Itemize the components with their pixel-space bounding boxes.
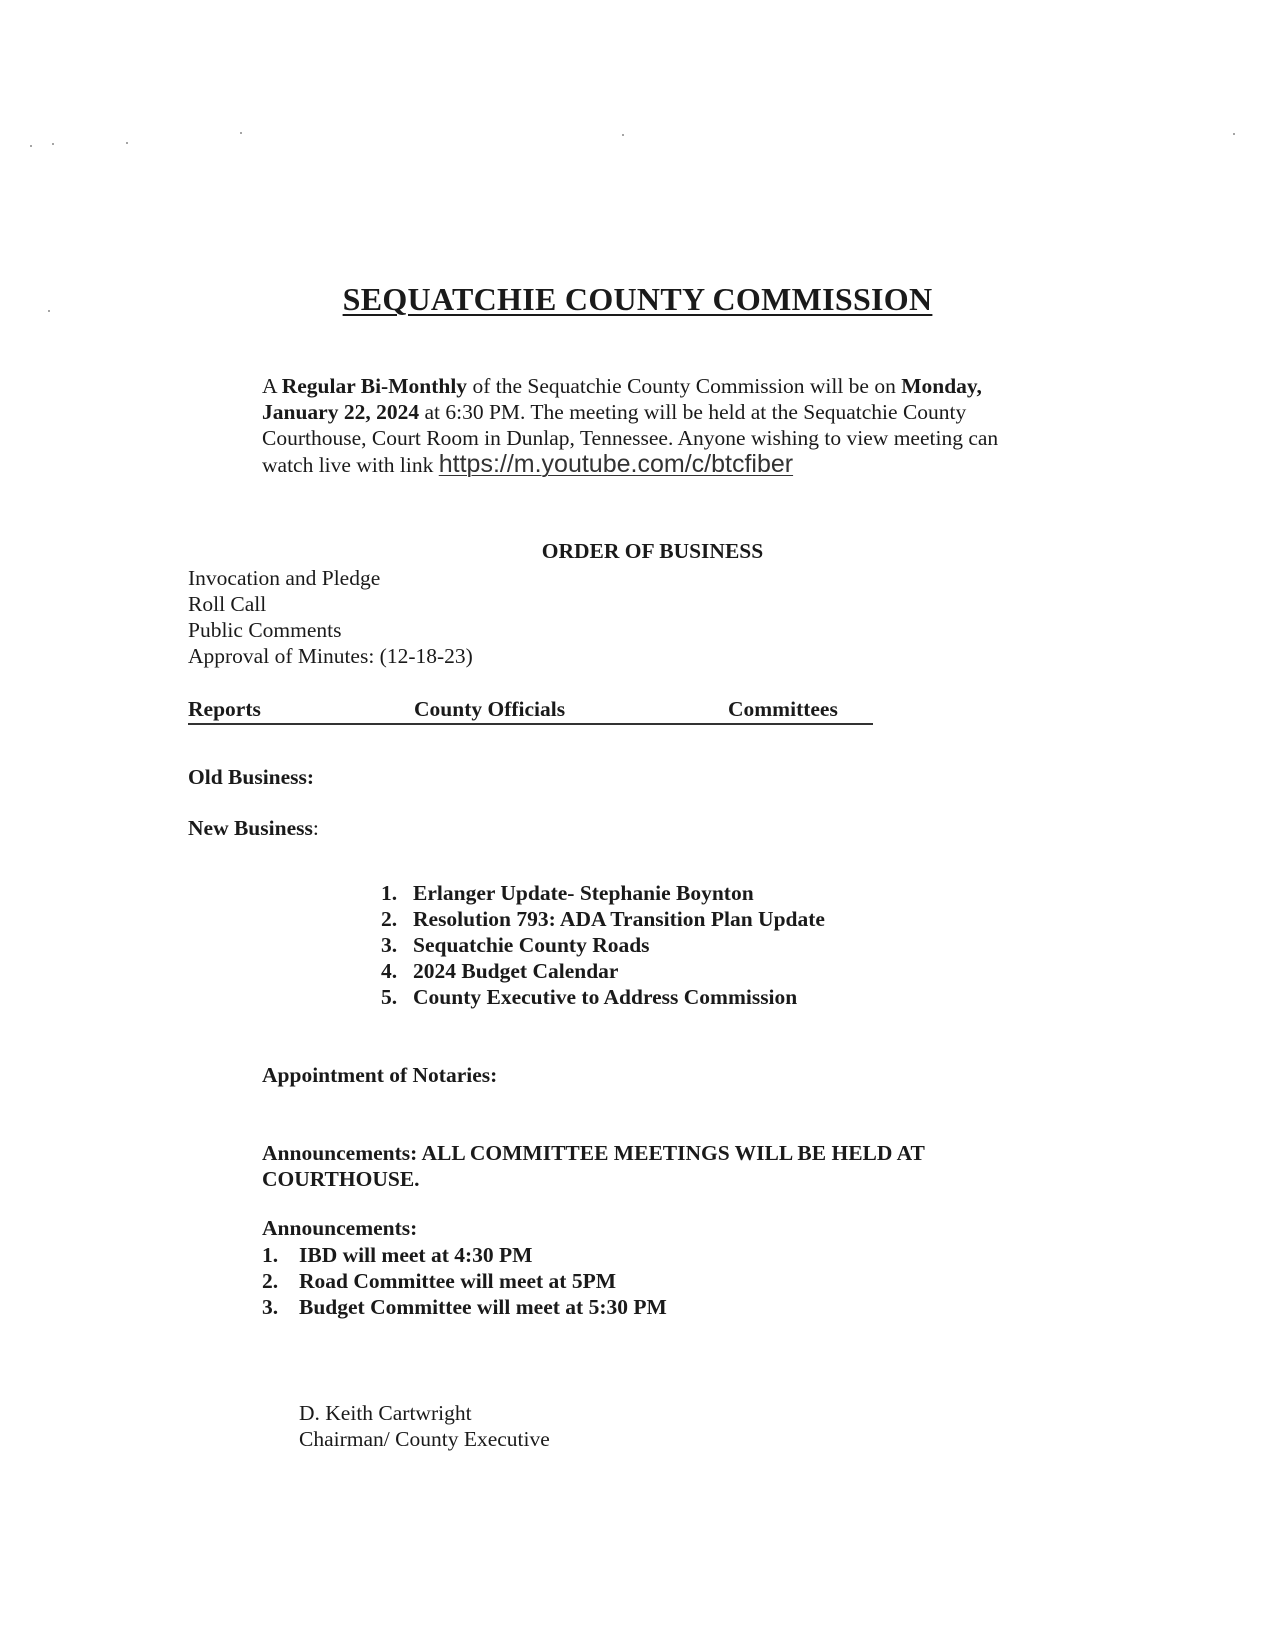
notice-line-1: A Regular Bi-Monthly of the Sequatchie County Commission will be on Monday, — [262, 374, 982, 398]
youtube-link[interactable]: https://m.youtube.com/c/btcfiber — [438, 450, 794, 478]
signer-role: Chairman/ County Executive — [299, 1427, 550, 1451]
meeting-notice — [262, 373, 1062, 478]
list-item: Invocation and Pledge — [188, 566, 381, 590]
signature-block — [299, 1400, 550, 1452]
notice-line-4: watch live with link https://m.youtube.com/c/btcfiber — [262, 450, 794, 478]
notice-line-3: Courthouse, Court Room in Dunlap, Tennessee. Anyone wishing to view meeting can — [262, 426, 999, 450]
scan-speck — [622, 134, 624, 136]
list-item: 2. Resolution 793: ADA Transition Plan Update — [381, 907, 825, 931]
list-item: 1. IBD will meet at 4:30 PM — [262, 1243, 533, 1267]
appointment-of-notaries-label: Appointment of Notaries: — [262, 1063, 498, 1087]
list-item: Approval of Minutes: (12-18-23) — [188, 644, 473, 668]
document-title: SEQUATCHIE COUNTY COMMISSION — [342, 281, 933, 317]
list-item: 5. County Executive to Address Commission — [381, 985, 798, 1009]
list-item: 2. Road Committee will meet at 5PM — [262, 1269, 617, 1293]
list-item: Public Comments — [188, 618, 342, 642]
scan-speck — [240, 132, 242, 134]
scan-speck — [126, 142, 128, 144]
new-business-list — [381, 880, 825, 1010]
scan-speck — [30, 145, 32, 147]
order-of-business-heading: ORDER OF BUSINESS — [541, 539, 764, 563]
announcements-list — [262, 1242, 667, 1320]
notice-line-2: January 22, 2024 at 6:30 PM. The meeting will be held at the Sequatchie County — [262, 400, 967, 424]
new-business-label: New Business: — [188, 816, 319, 840]
reports-underline — [188, 723, 873, 725]
scan-speck — [1233, 133, 1235, 135]
list-item: 3. Budget Committee will meet at 5:30 PM — [262, 1295, 667, 1319]
reports-row — [188, 697, 873, 727]
announcements-notice — [262, 1140, 1022, 1192]
order-of-business-list — [188, 565, 473, 669]
old-business-label: Old Business: — [188, 765, 315, 789]
list-item: 3. Sequatchie County Roads — [381, 933, 650, 957]
scan-speck — [52, 143, 54, 145]
list-item: Roll Call — [188, 592, 267, 616]
announcements-heading: Announcements: — [262, 1216, 418, 1240]
announcements-notice-line-1: Announcements: ALL COMMITTEE MEETINGS WILL BE HELD AT — [262, 1141, 925, 1165]
reports-label: Reports — [188, 697, 261, 721]
committees-label: Committees — [728, 697, 838, 721]
list-item: 1. Erlanger Update- Stephanie Boynton — [381, 881, 754, 905]
signer-name: D. Keith Cartwright — [299, 1401, 472, 1425]
announcements-notice-line-2: COURTHOUSE. — [262, 1167, 420, 1191]
list-item: 4. 2024 Budget Calendar — [381, 959, 619, 983]
county-officials-label: County Officials — [414, 697, 566, 721]
